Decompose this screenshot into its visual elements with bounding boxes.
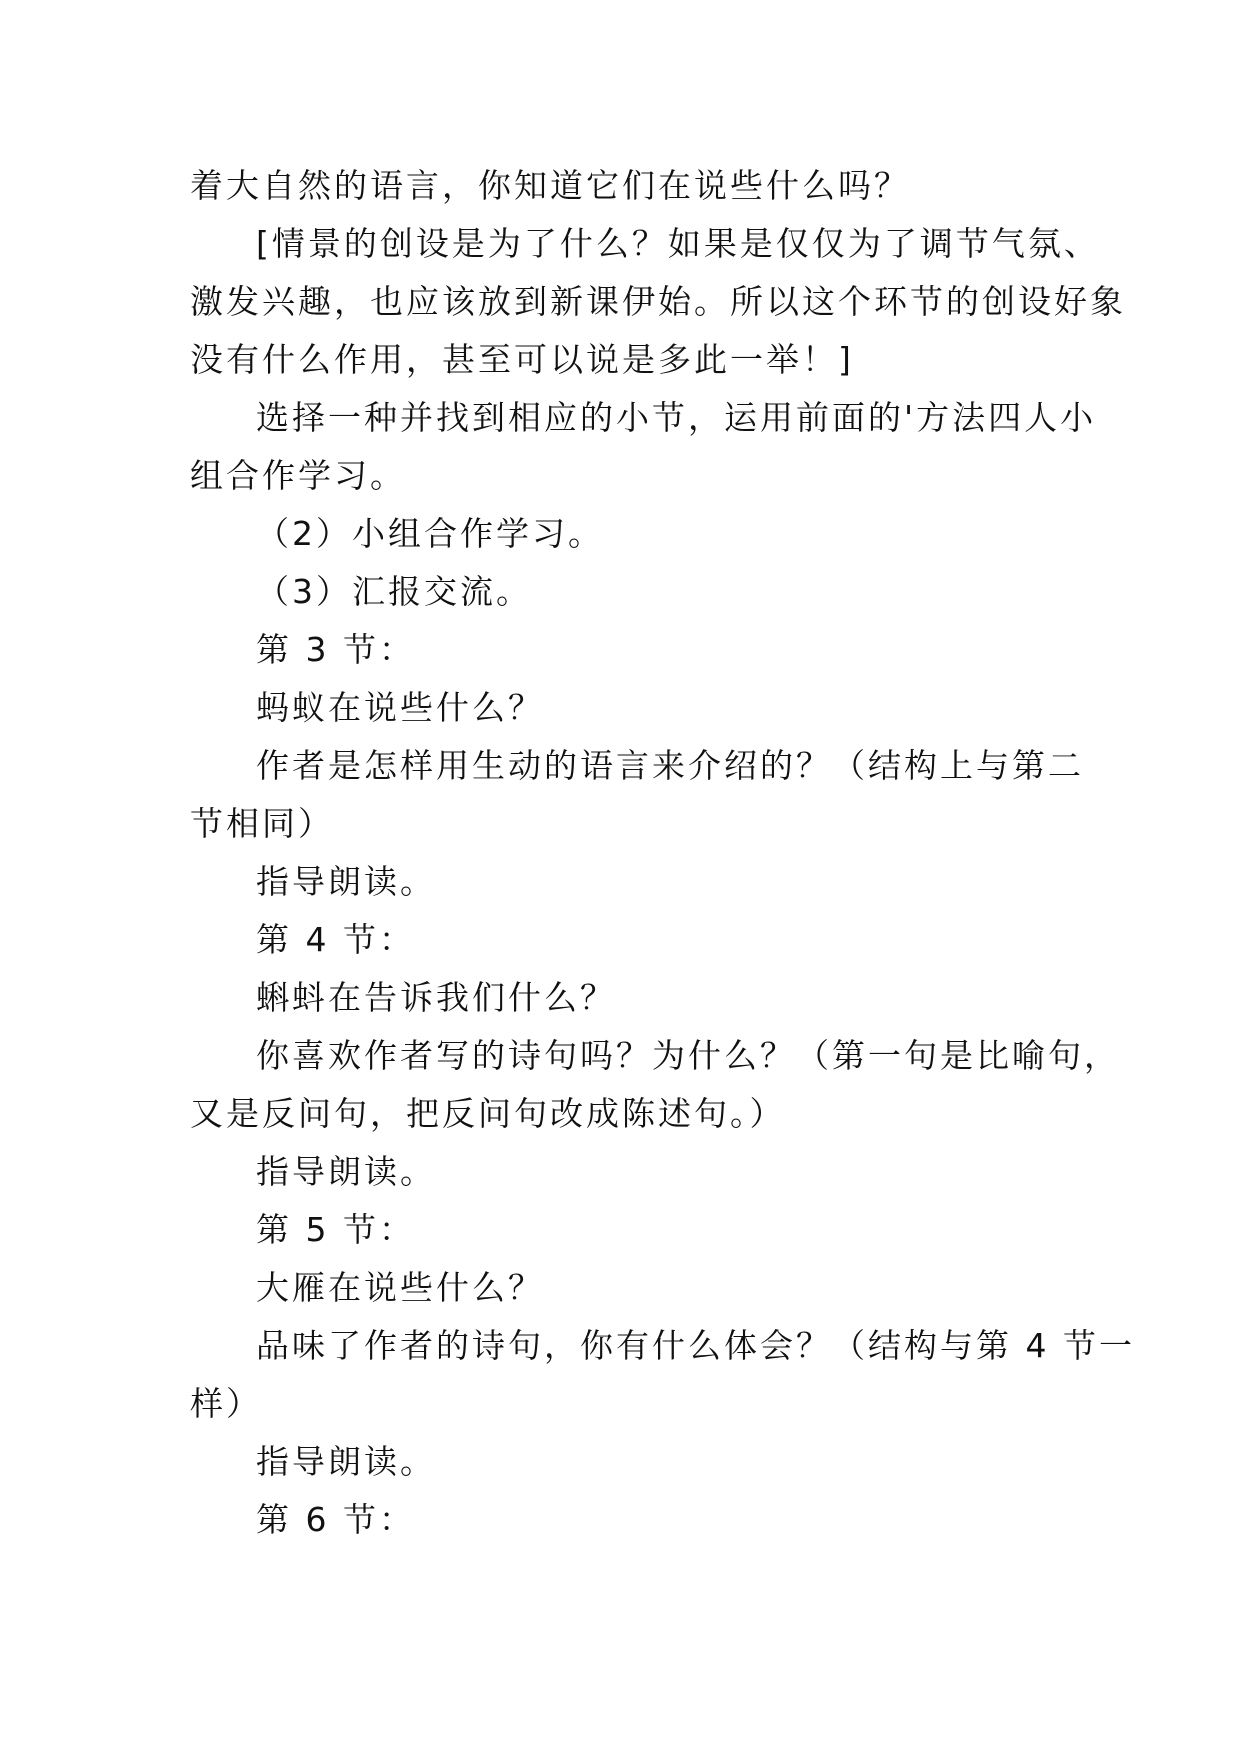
section-heading: 第 6 节： [256, 1500, 415, 1539]
text-line: 组合作学习。 [190, 456, 406, 495]
text-line: （3）汇报交流。 [256, 572, 532, 611]
text-line: 指导朗读。 [256, 862, 436, 901]
text-line: 着大自然的语言，你知道它们在说些什么吗？ [190, 166, 910, 205]
text-line: 品味了作者的诗句，你有什么体会？（结构与第 4 节一 [256, 1326, 1135, 1365]
text-line: 指导朗读。 [256, 1442, 436, 1481]
text-line: 作者是怎样用生动的语言来介绍的？（结构上与第二 [256, 746, 1084, 785]
text-line: 大雁在说些什么？ [256, 1268, 544, 1307]
text-line: 指导朗读。 [256, 1152, 436, 1191]
text-line: 样） [190, 1384, 262, 1423]
section-heading: 第 5 节： [256, 1210, 415, 1249]
text-line: 蝌蚪在告诉我们什么？ [256, 978, 616, 1017]
text-line: 节相同） [190, 804, 334, 843]
section-heading: 第 3 节： [256, 630, 415, 669]
text-line: [情景的创设是为了什么？如果是仅仅为了调节气氛、 [256, 224, 1100, 263]
text-line: 激发兴趣，也应该放到新课伊始。所以这个环节的创设好象 [190, 282, 1126, 321]
section-heading: 第 4 节： [256, 920, 415, 959]
text-line: 选择一种并找到相应的小节，运用前面的'方法四人小 [256, 398, 1097, 437]
text-line: 你喜欢作者写的诗句吗？为什么？（第一句是比喻句， [256, 1036, 1120, 1075]
text-line: （2）小组合作学习。 [256, 514, 604, 553]
text-line: 蚂蚁在说些什么？ [256, 688, 544, 727]
text-line: 又是反问句，把反问句改成陈述句。） [190, 1094, 786, 1133]
text-line: 没有什么作用，甚至可以说是多此一举！] [190, 340, 854, 379]
